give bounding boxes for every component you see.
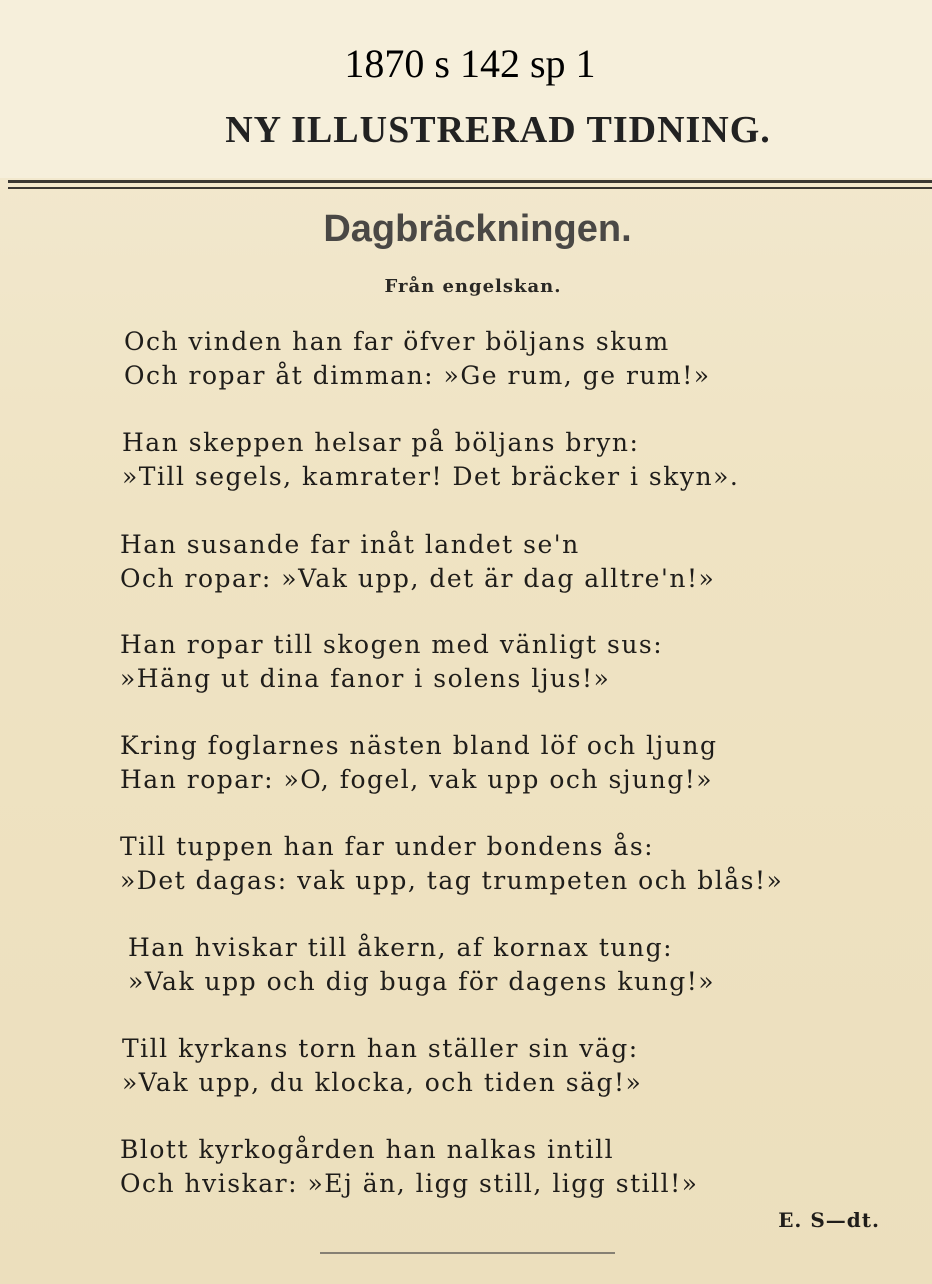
poem-title: Dagbräckningen. xyxy=(323,208,632,250)
poem-line: Och vinden han far öfver böljans skum xyxy=(124,327,670,356)
poem-line: Och ropar åt dimman: »Ge rum, ge rum!» xyxy=(124,361,711,390)
masthead: NY ILLUSTRERAD TIDNING. xyxy=(225,109,771,151)
stanza xyxy=(122,426,912,494)
poem-subtitle: Från engelskan. xyxy=(384,276,562,297)
stanza xyxy=(120,1133,910,1201)
poem-line: Och hviskar: »Ej än, ligg still, ligg still!» xyxy=(120,1169,699,1198)
poem-line: »Vak upp och dig buga för dagens kung!» xyxy=(128,967,716,996)
stanza xyxy=(128,931,918,999)
poem-line: Han susande far inåt landet se'n xyxy=(120,530,580,559)
poem-line: Han skeppen helsar på böljans bryn: xyxy=(122,428,640,457)
poem-line: Kring foglarnes nästen bland löf och ljung xyxy=(120,731,718,760)
masthead-rule-thin xyxy=(8,187,932,189)
stanza xyxy=(124,325,914,393)
reference-header xyxy=(0,0,932,178)
poem-line: Blott kyrkogården han nalkas intill xyxy=(120,1135,615,1164)
poem-line: Han hviskar till åkern, af kornax tung: xyxy=(128,933,674,962)
author-signature: E. S—dt. xyxy=(778,1208,880,1232)
poem-line: Han ropar: »O, fogel, vak upp och sjung!» xyxy=(120,765,714,794)
stanza xyxy=(120,830,910,898)
poem-line: »Häng ut dina fanor i solens ljus!» xyxy=(120,664,611,693)
closing-rule xyxy=(320,1252,615,1254)
poem-line: Till tuppen han far under bondens ås: xyxy=(120,832,655,861)
poem-line: Och ropar: »Vak upp, det är dag alltre'n!» xyxy=(120,564,716,593)
stanza xyxy=(120,528,910,596)
poem-line: Till kyrkans torn han ställer sin väg: xyxy=(122,1034,639,1063)
stanza xyxy=(120,729,910,797)
stanza xyxy=(122,1032,912,1100)
poem-line: »Det dagas: vak upp, tag trumpeten och blås!» xyxy=(120,866,784,895)
page-reference: 1870 s 142 sp 1 xyxy=(344,41,596,86)
poem-line: »Till segels, kamrater! Det bräcker i skyn». xyxy=(122,462,740,491)
poem-line: »Vak upp, du klocka, och tiden säg!» xyxy=(122,1068,643,1097)
stanza xyxy=(120,628,910,696)
poem-line: Han ropar till skogen med vänligt sus: xyxy=(120,630,664,659)
masthead-rule xyxy=(8,180,932,183)
